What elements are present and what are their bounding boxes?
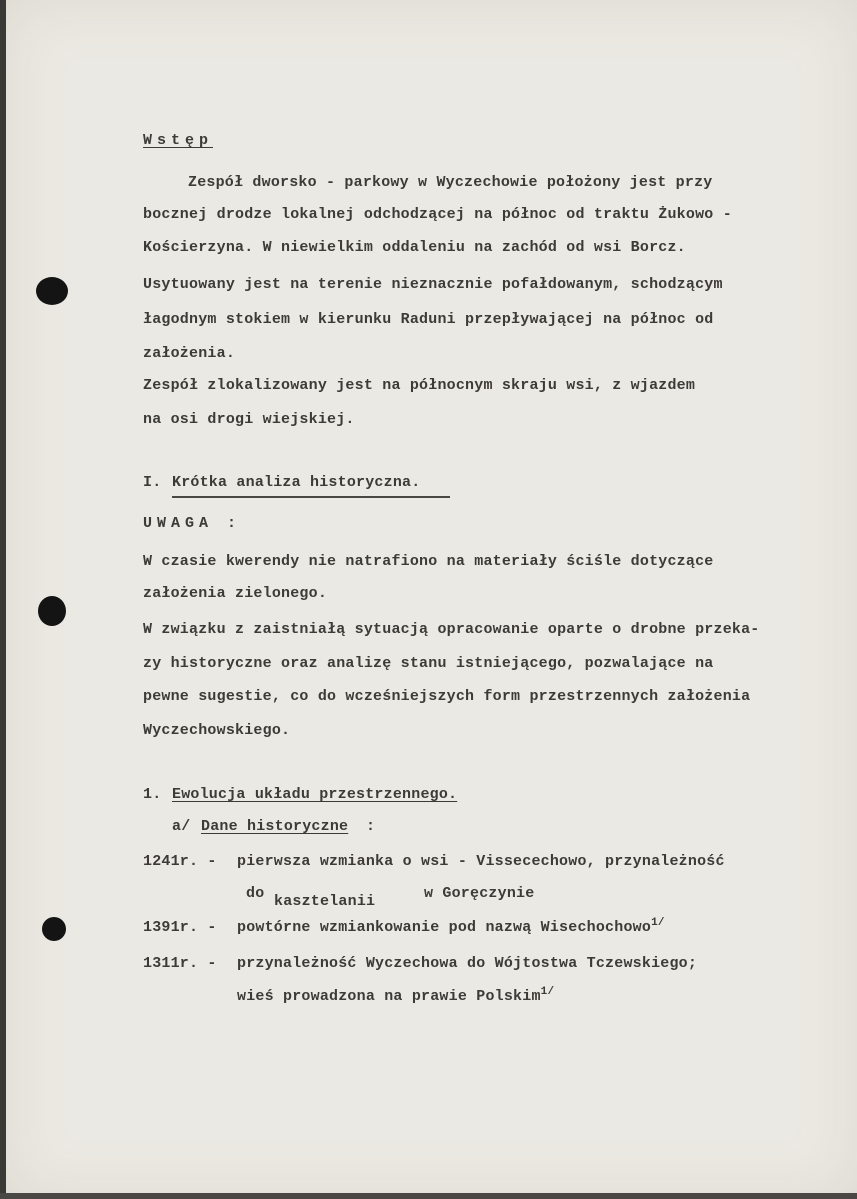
intro-line: Zespół zlokalizowany jest na północnym skraju wsi, z wjazdem [143, 377, 696, 394]
scan-edge-bottom [0, 1193, 857, 1199]
section-number: I. [143, 474, 162, 491]
uwaga-line: W związku z zaistniałą sytuacją opracowanie oparte o drobne przeka- [143, 621, 760, 638]
uwaga-line: W czasie kwerendy nie natrafiono na materiały ściśle dotyczące [143, 553, 714, 570]
intro-line: Kościerzyna. W niewielkim oddaleniu na zachód od wsi Borcz. [143, 239, 686, 256]
subpoint-title: Dane historyczne [201, 818, 349, 835]
section-title: Krótka analiza historyczna. [172, 474, 421, 491]
entry-continuation [237, 988, 554, 1006]
heading-wstep: Wstęp [143, 132, 214, 149]
entry-continuation: do [246, 885, 265, 902]
entry-year: 1241r. - [143, 853, 217, 870]
punch-hole-bottom [42, 917, 66, 941]
intro-line: założenia. [143, 345, 236, 362]
punch-hole-top [36, 277, 68, 305]
subpoint-prefix: a/ [172, 818, 191, 835]
intro-line: Zespół dworsko - parkowy w Wyczechowie położony jest przy [188, 174, 713, 191]
entry-continuation: kasztelanii [274, 893, 376, 910]
entry-year: 1391r. - [143, 919, 217, 936]
entry-continuation-content: wieś prowadzona na prawie Polskim [237, 988, 541, 1005]
entry-text-content: powtórne wzmiankowanie pod nazwą Wisechochowo [237, 919, 652, 936]
punch-hole-middle [38, 596, 66, 626]
subsection-title: Ewolucja układu przestrzennego. [172, 786, 458, 803]
entry-text: pierwsza wzmianka o wsi - Vissecechowo, przynależność [237, 853, 725, 870]
intro-line: łagodnym stokiem w kierunku Raduni przepływającej na północ od [143, 311, 714, 328]
intro-line: na osi drogi wiejskiej. [143, 411, 355, 428]
uwaga-line: założenia zielonego. [143, 585, 328, 602]
entry-text: przynależność Wyczechowa do Wójtostwa Tczewskiego; [237, 955, 698, 972]
subsection-number: 1. [143, 786, 162, 803]
footnote-ref: 1/ [651, 917, 665, 929]
subpoint-suffix: : [366, 818, 376, 835]
footnote-ref: 1/ [540, 986, 555, 998]
uwaga-label: UWAGA : [143, 515, 242, 532]
uwaga-line: Wyczechowskiego. [143, 722, 291, 739]
intro-line: bocznej drodze lokalnej odchodzącej na północ od traktu Żukowo - [143, 206, 732, 223]
uwaga-line: zy historyczne oraz analizę stanu istniejącego, pozwalające na [143, 655, 714, 672]
entry-text [237, 919, 665, 937]
entry-year: 1311r. - [143, 955, 217, 972]
section-title-underline [172, 496, 450, 498]
uwaga-line: pewne sugestie, co do wcześniejszych form przestrzennych założenia [143, 688, 751, 705]
entry-continuation: w Goręczynie [424, 885, 535, 902]
intro-line: Usytuowany jest na terenie nieznacznie pofałdowanym, schodzącym [143, 276, 723, 293]
